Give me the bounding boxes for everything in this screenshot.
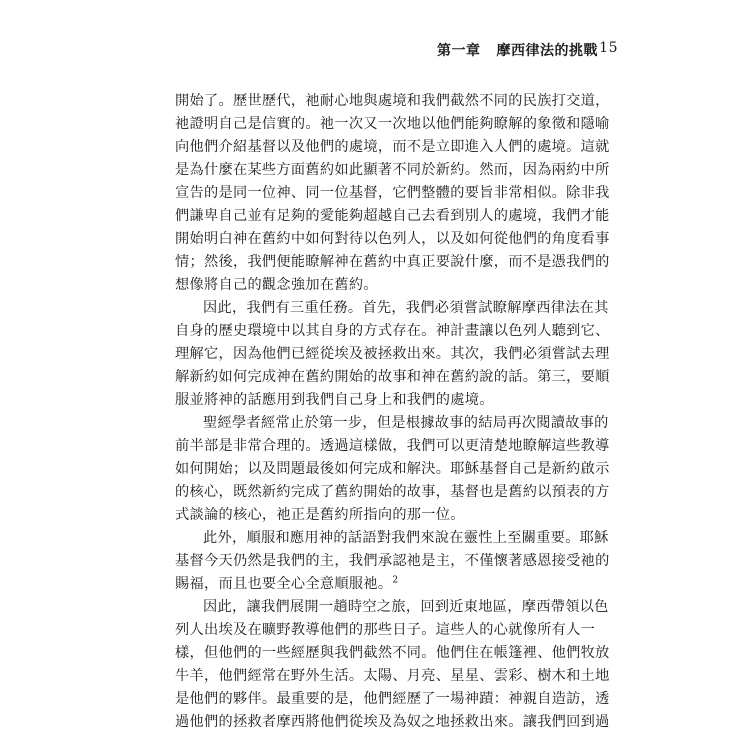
paragraph-start-line: 聖經學者經常止於第一步，但是根據故事的結局再次閱讀故事的 <box>203 415 609 431</box>
text-line: 的核心，既然新約完成了舊約開始的故事，基督也是舊約以預表的方 <box>175 484 610 500</box>
text-line: 想像將自己的觀念強加在舊約。 <box>175 277 378 293</box>
body-text <box>175 90 610 734</box>
running-header <box>437 40 618 60</box>
text-line: 式談論的核心，祂正是舊約所指向的那一位。 <box>175 507 465 523</box>
text-line <box>175 573 565 596</box>
text-line: 服並將神的話應用到我們自己身上和我們的處境。 <box>175 392 494 408</box>
text-line: 開始了。歷世歷代，祂耐心地與處境和我們截然不同的民族打交道， <box>175 93 610 109</box>
text-line: 過他們的拯救者摩西將他們從埃及為奴之地拯救出來。讓我們回到過 <box>175 714 610 730</box>
text-line: 牛羊，他們經常在野外生活。太陽、月亮、星星、雲彩、樹木和土地 <box>175 668 610 684</box>
chapter-label: 第一章 <box>437 43 481 59</box>
text-line: 列人出埃及在曠野教導他們的那些日子。這些人的心就像所有人一 <box>175 622 596 638</box>
page-number: 15 <box>599 40 618 56</box>
text-line: 如何開始；以及問題最後如何完成和解決。耶穌基督自己是新約啟示 <box>175 461 610 477</box>
text-line: 宣告的是同一位神、同一位基督，它們整體的要旨非常相似。除非我 <box>175 185 610 201</box>
text-line: 解新約如何完成神在舊約開始的故事和神在舊約說的話。第三，要順 <box>175 369 610 385</box>
paragraph-start-line: 因此，讓我們展開一趟時空之旅，回到近東地區，摩西帶領以色 <box>203 599 609 615</box>
text-line: 向他們介紹基督以及他們的處境，而不是立即進入人們的處境。這就 <box>175 139 610 155</box>
footnote-reference[interactable]: 2 <box>392 575 399 586</box>
text-line: 是為什麼在某些方面舊約如此顯著不同於新約。然而，因為兩約中所 <box>175 162 610 178</box>
text-line: 祂證明自己是信實的。祂一次又一次地以他們能夠瞭解的象徵和隱喻 <box>175 116 610 132</box>
text-line: 前半部是非常合理的。透過這樣做，我們可以更清楚地瞭解這些教導 <box>175 438 610 454</box>
text-line: 是他們的夥伴。最重要的是，他們經歷了一場神蹟：神親自造訪，透 <box>175 691 610 707</box>
paragraph-start-line: 因此，我們有三重任務。首先，我們必須嘗試瞭解摩西律法在其 <box>203 300 609 316</box>
chapter-title: 摩西律法的挑戰 <box>496 43 598 59</box>
text-line: 樣，但他們的一些經歷與我們截然不同。他們住在帳篷裡、他們牧放 <box>175 645 610 661</box>
text-line: 理解它，因為他們已經從埃及被拯救出來。其次，我們必須嘗試去理 <box>175 346 610 362</box>
text-line-content: 賜福，而且也要全心全意順服祂。 <box>175 576 393 592</box>
text-line: 情；然後，我們便能瞭解神在舊約中真正要說什麼，而不是憑我們的 <box>175 254 610 270</box>
text-line: 開始明白神在舊約中如何對待以色列人，以及如何從他們的角度看事 <box>175 231 610 247</box>
text-line: 基督今天仍然是我們的主，我們承認祂是主，不僅懷著感恩接受祂的 <box>175 553 610 569</box>
text-line: 們謙卑自己並有足夠的愛能夠超越自己去看到別人的處境，我們才能 <box>175 208 610 224</box>
text-line: 自身的歷史環境中以其自身的方式存在。神計畫讓以色列人聽到它、 <box>175 323 610 339</box>
paragraph-start-line: 此外，順服和應用神的話語對我們來說在靈性上至關重要。耶穌 <box>203 530 609 546</box>
